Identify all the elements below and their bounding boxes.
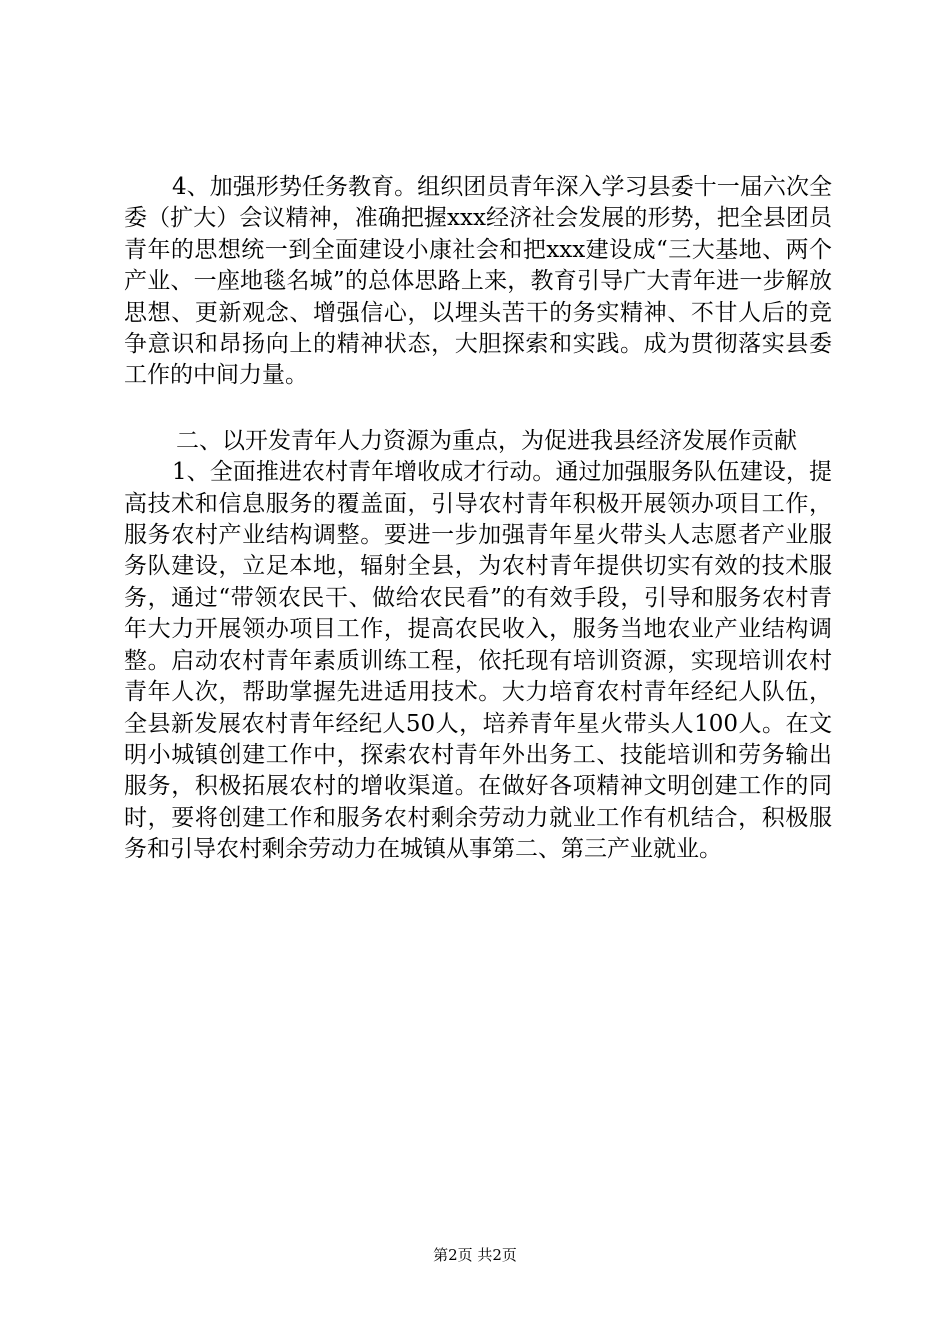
paragraph-spacer <box>124 392 832 426</box>
paragraph-situation-education: 4、加强形势任务教育。组织团员青年深入学习县委十一届六次全委（扩大）会议精神，准确把握xxx经济社会发展的形势，把全县团员青年的思想统一到全面建设小康社会和把xxx建设成“三大基地、两个产业、一座地毯名城”的总体思路上来，教育引导广大青年进一步解放思想、更新观念、增强信心，以埋头苦干的务实精神、不甘人后的竞争意识和昂扬向上的精神状态，大胆探索和实践。成为贯彻落实县委工作的中间力量。 <box>124 174 832 389</box>
page-footer: 第2页 共2页 <box>433 1246 517 1264</box>
document-body <box>124 172 832 866</box>
paragraph-rural-youth-income: 1、全面推进农村青年增收成才行动。通过加强服务队伍建设，提高技术和信息服务的覆盖面，引导农村青年积极开展领办项目工作，服务农村产业结构调整。要进一步加强青年星火带头人志愿者产业服务队建设，立足本地，辐射全县，为农村青年提供切实有效的技术服务，通过“带领农民干、做给农民看”的有效手段，引导和服务农村青年大力开展领办项目工作，提高农民收入，服务当地农业产业结构调整。启动农村青年素质训练工程，依托现有培训资源，实现培训农村青年人次，帮助掌握先进适用技术。大力培育农村青年经纪人队伍，全县新发展农村青年经纪人50人，培养青年星火带头人100人。在文明小城镇创建工作中，探索农村青年外出务工、技能培训和劳务输出服务，积极拓展农村的增收渠道。在做好各项精神文明创建工作的同时，要将创建工作和服务农村剩余劳动力就业工作有机结合，积极服务和引导农村剩余劳动力在城镇从事第二、第三产业就业。 <box>124 459 832 863</box>
section-heading: 二、以开发青年人力资源为重点，为促进我县经济发展作贡献 <box>176 427 797 454</box>
